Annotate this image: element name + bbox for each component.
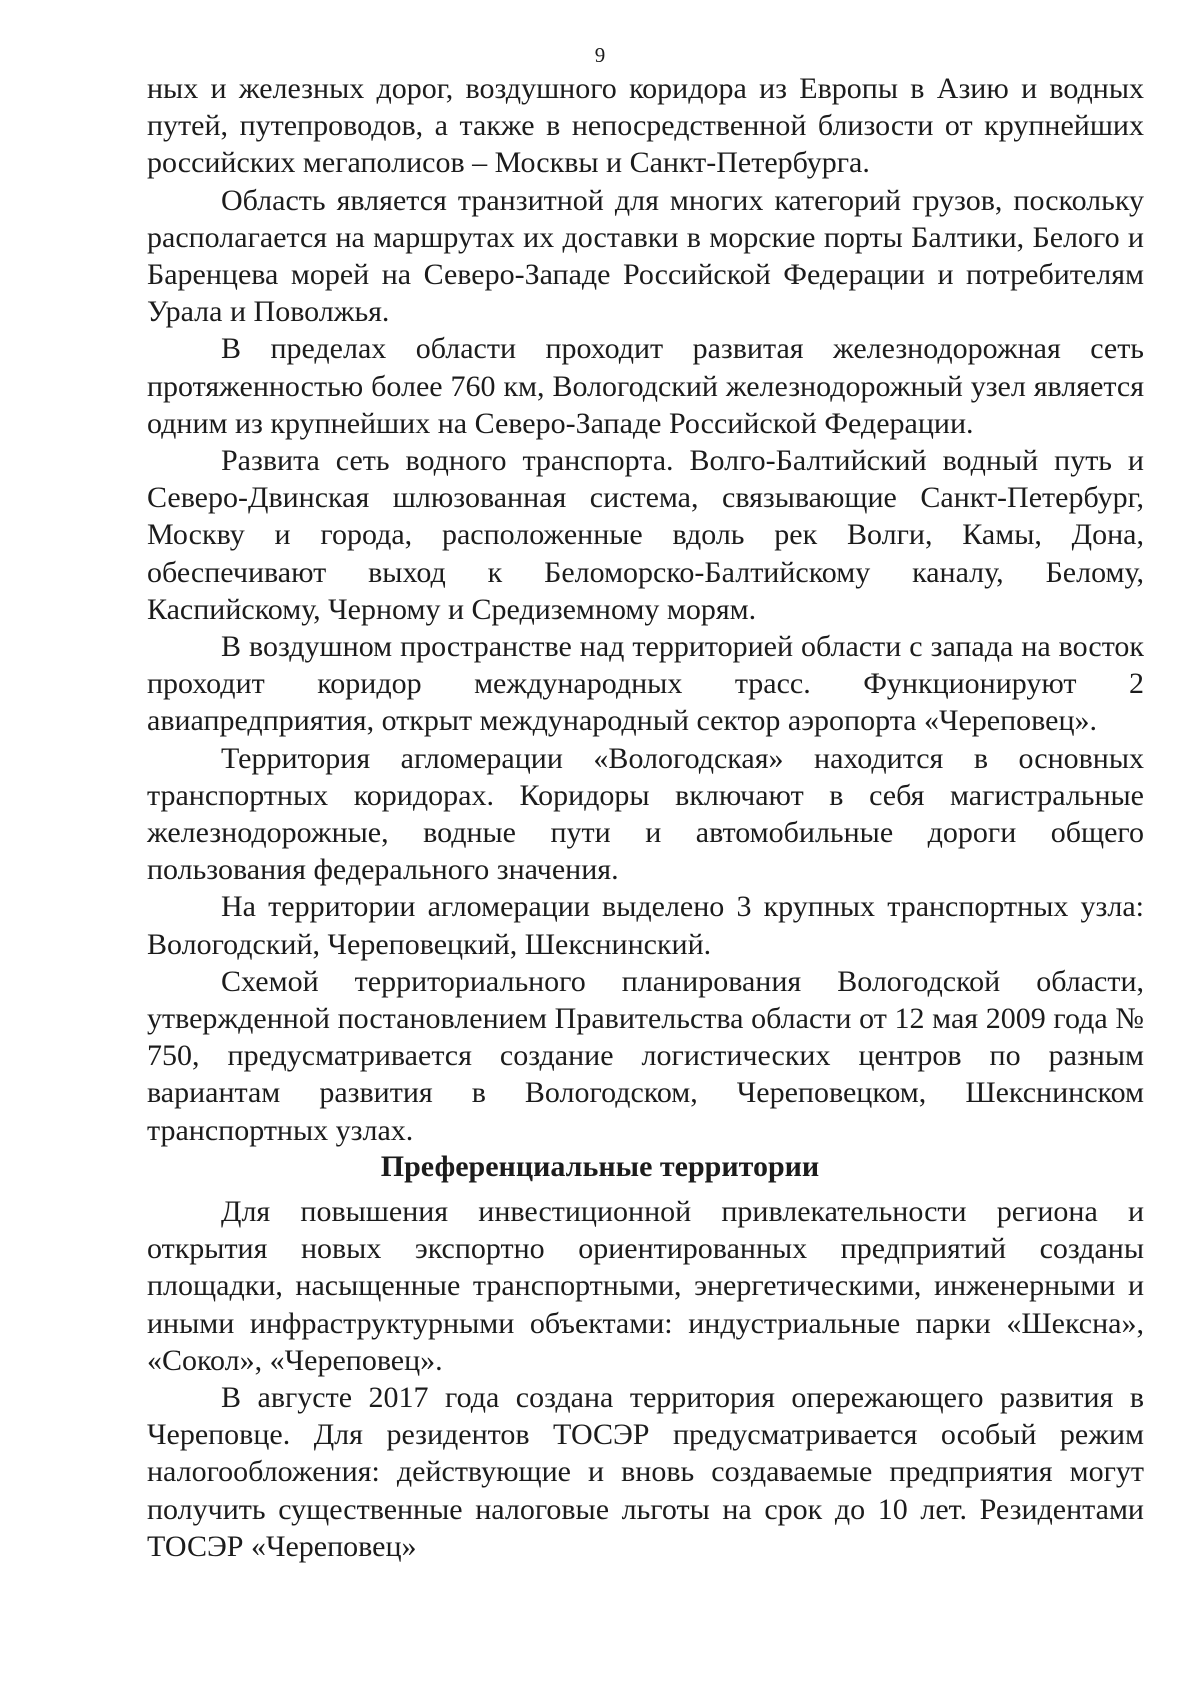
text-block-top [147, 70, 1144, 1149]
section-heading: Преференциальные территории [380, 1150, 820, 1183]
paragraph-tosr: В августе 2017 года создана территория опережающего развития в Череповце. Для резидентов ТОСЭР предусматривается особый режим налогообложения: действующие и вновь создаваемые предприятия могут получить существенные налоговые льготы на срок до 10 лет. Резидентами ТОСЭР «Череповец» [147, 1381, 1144, 1563]
paragraph-planning-scheme: Схемой территориального планирования Вологодской области, утвержденной постановлением Правительства области от 12 мая 2009 года № 750, предусматривается создание логистических центров по разным вариантам развития в Вологодском, Череповецком, Шекснинском транспортных узлах. [147, 964, 1144, 1147]
paragraph-agglomeration-corridors: Территория агломерации «Вологодская» находится в основных транспортных коридорах. Коридоры включают в себя магистральные железнодорожные, водные пути и автомобильные дороги общего пользования федерального значения. [147, 741, 1144, 887]
paragraph-air-space: В воздушном пространстве над территорией области с запада на восток проходит коридор международных трасс. Функционируют 2 авиапредприятия, открыт международный сектор аэропорта «Череповец». [147, 630, 1144, 738]
paragraph-transit: Область является транзитной для многих категорий грузов, поскольку располагается на маршрутах их доставки в морские порты Балтики, Белого и Баренцева морей на Северо-Западе Российской Федерации и потребителям Урала и Поволжья. [147, 183, 1144, 329]
paragraph-railway: В пределах области проходит развитая железнодорожная сеть протяженностью более 760 км, Вологодский железнодорожный узел является одним из крупнейших на Северо-Западе Российской Федерации. [147, 332, 1144, 440]
page-number: 9 [594, 43, 606, 67]
text-block-bottom [147, 1193, 1144, 1565]
paragraph-transport-hubs: На территории агломерации выделено 3 крупных транспортных узла: Вологодский, Череповецкий, Шекснинский. [147, 890, 1144, 961]
paragraph-water-transport: Развита сеть водного транспорта. Волго-Балтийский водный путь и Северо-Двинская шлюзованная система, связывающие Санкт-Петербург, Москву и города, расположенные вдоль рек Волги, Камы, Дона, обеспечивают выход к Беломорско-Балтийскому каналу, Белому, Каспийскому, Черному и Средиземному морям. [147, 444, 1144, 626]
paragraph-continuation: ных и железных дорог, воздушного коридора из Европы в Азию и водных путей, путепроводов, а также в непосредственной близости от крупнейших российских мегаполисов – Москвы и Санкт-Петербурга. [147, 72, 1144, 180]
paragraph-industrial-parks: Для повышения инвестиционной привлекательности региона и открытия новых экспортно ориентированных предприятий созданы площадки, насыщенные транспортными, энергетическими, инженерными и иными инфраструктурными объектами: индустриальные парки «Шексна», «Сокол», «Череповец». [147, 1195, 1144, 1377]
